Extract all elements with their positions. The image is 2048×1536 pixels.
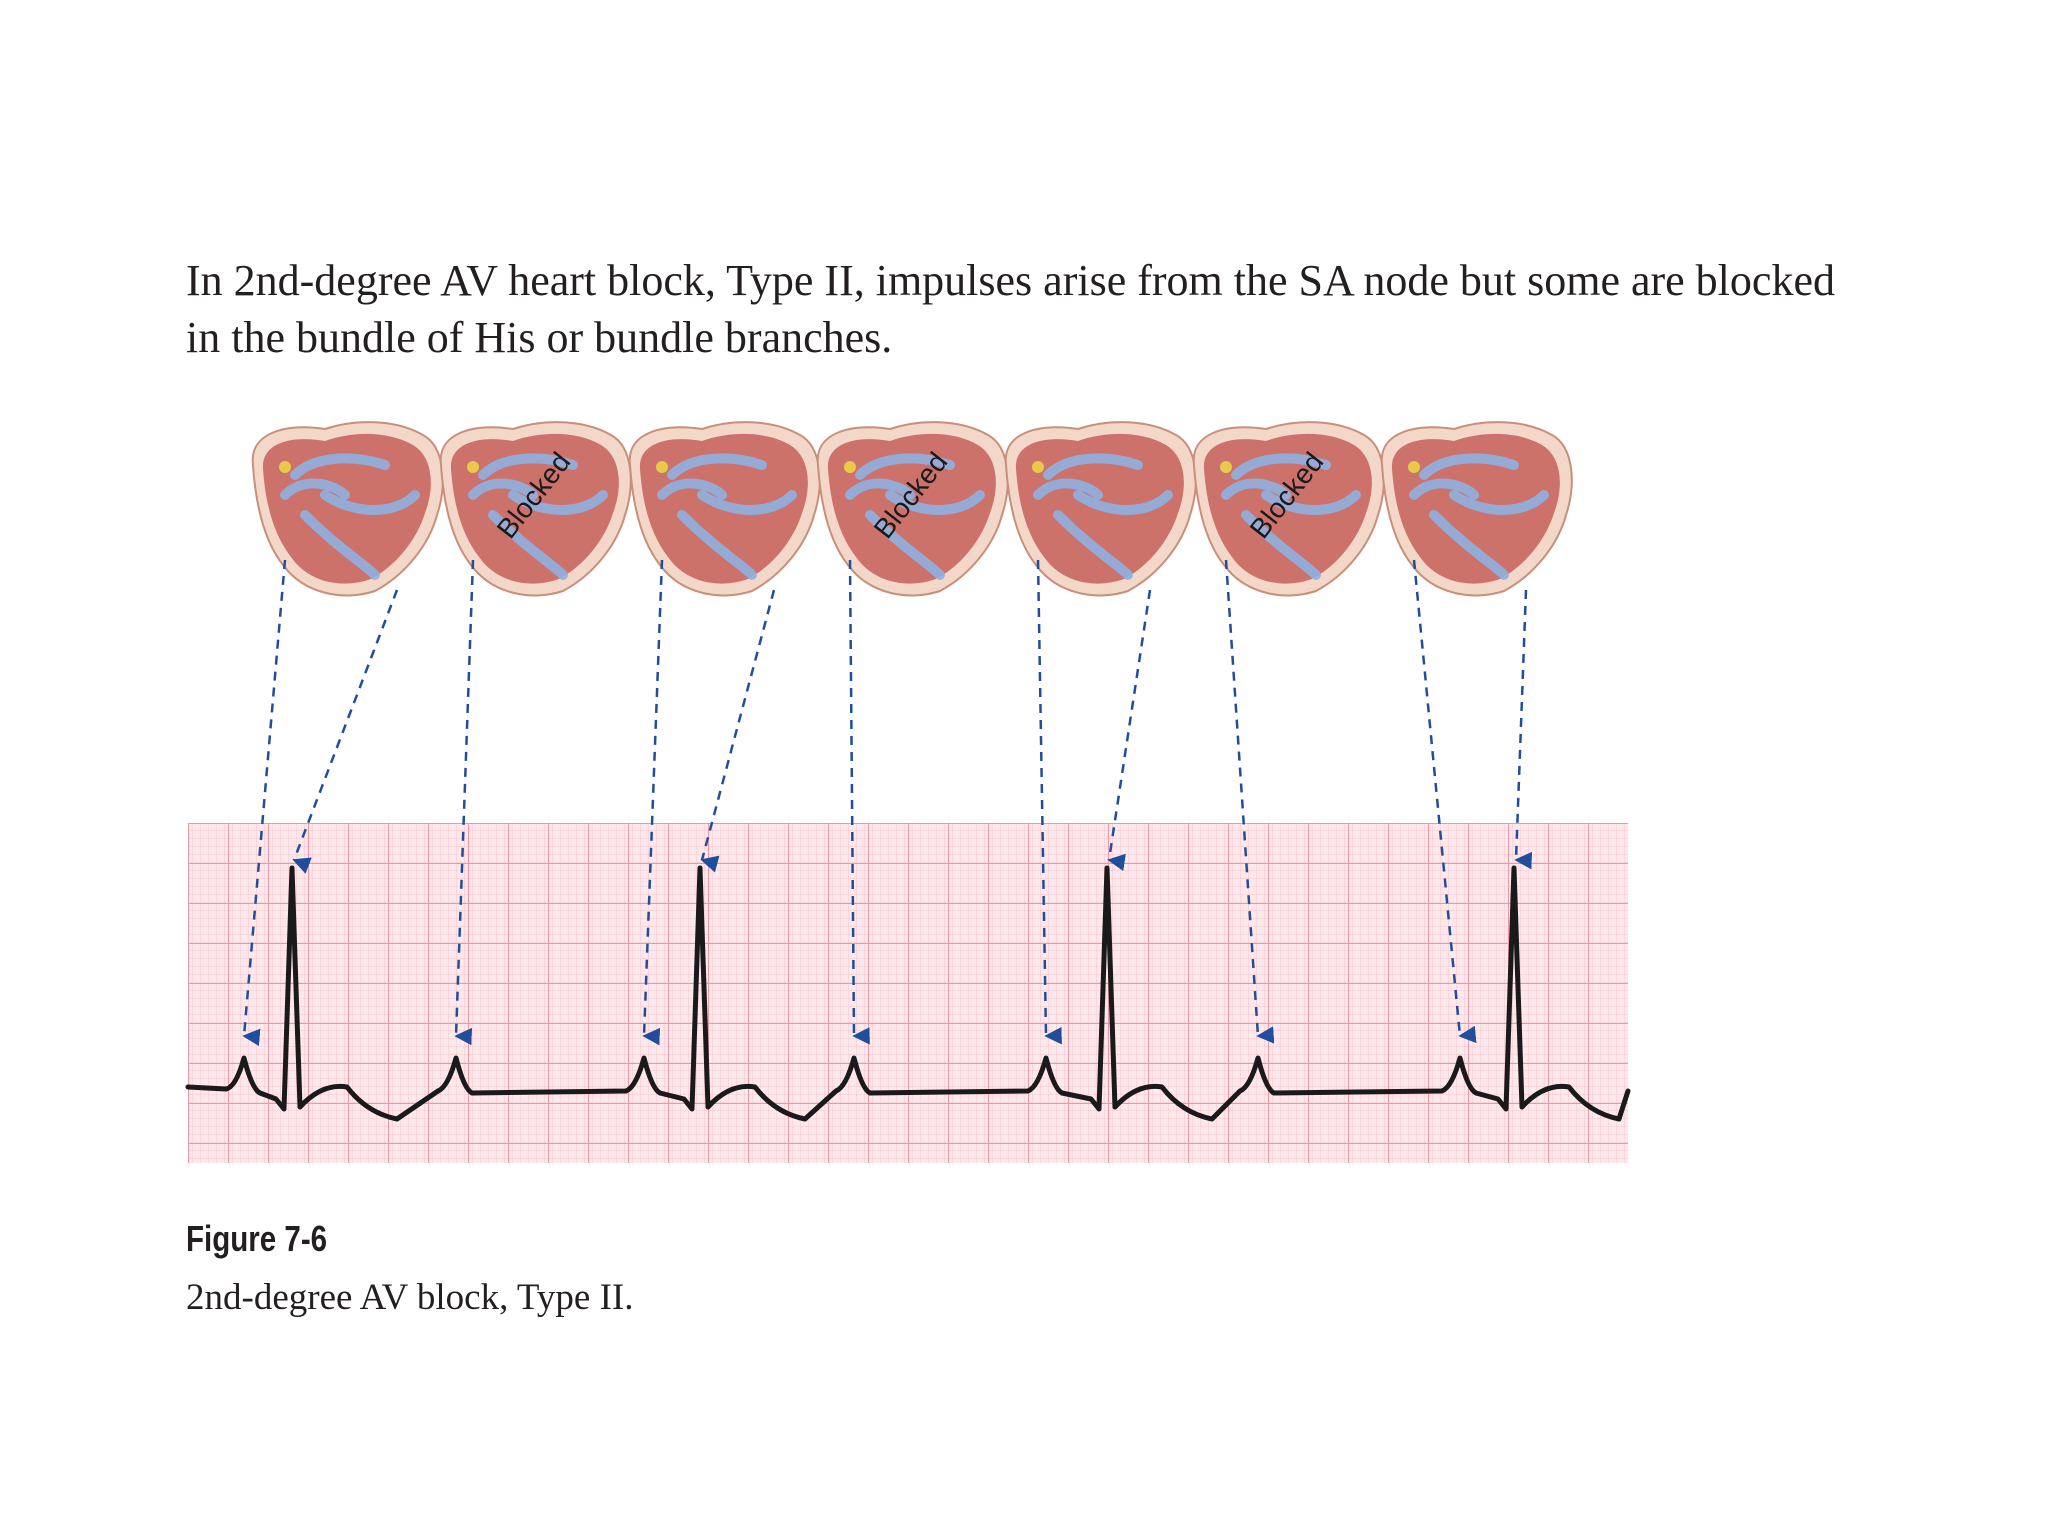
blocked-label: Blocked [490, 446, 577, 545]
heart-diagram [1194, 422, 1384, 595]
sa-node-icon [844, 461, 856, 473]
qrs-arrow [702, 590, 774, 860]
heart-diagram [441, 422, 631, 595]
figure-number: Figure 7-6 [186, 1218, 328, 1259]
qrs-arrow [1516, 590, 1526, 860]
intro-line-1: In 2nd-degree AV heart block, Type II, impulses arise from the SA node but some are blocked [186, 256, 1835, 305]
blocked-label: Blocked [867, 446, 954, 545]
sa-node-icon [279, 461, 291, 473]
figure-caption: 2nd-degree AV block, Type II. [186, 1277, 634, 1318]
sa-node-icon [656, 461, 668, 473]
sa-node-icon [1032, 461, 1044, 473]
sa-node-icon [1220, 461, 1232, 473]
intro-line-2: in the bundle of His or bundle branches. [186, 313, 893, 362]
sa-node-icon [1408, 461, 1420, 473]
heart-diagrams [253, 422, 1572, 595]
qrs-arrow [294, 590, 397, 860]
heart-diagram [818, 422, 1008, 595]
qrs-arrow [1109, 590, 1150, 860]
heart-diagram [253, 422, 443, 595]
sa-node-icon [467, 461, 479, 473]
heart-diagram [1382, 422, 1572, 595]
heart-diagram [1006, 422, 1196, 595]
blocked-label: Blocked [1243, 446, 1330, 545]
heart-diagram [630, 422, 820, 595]
